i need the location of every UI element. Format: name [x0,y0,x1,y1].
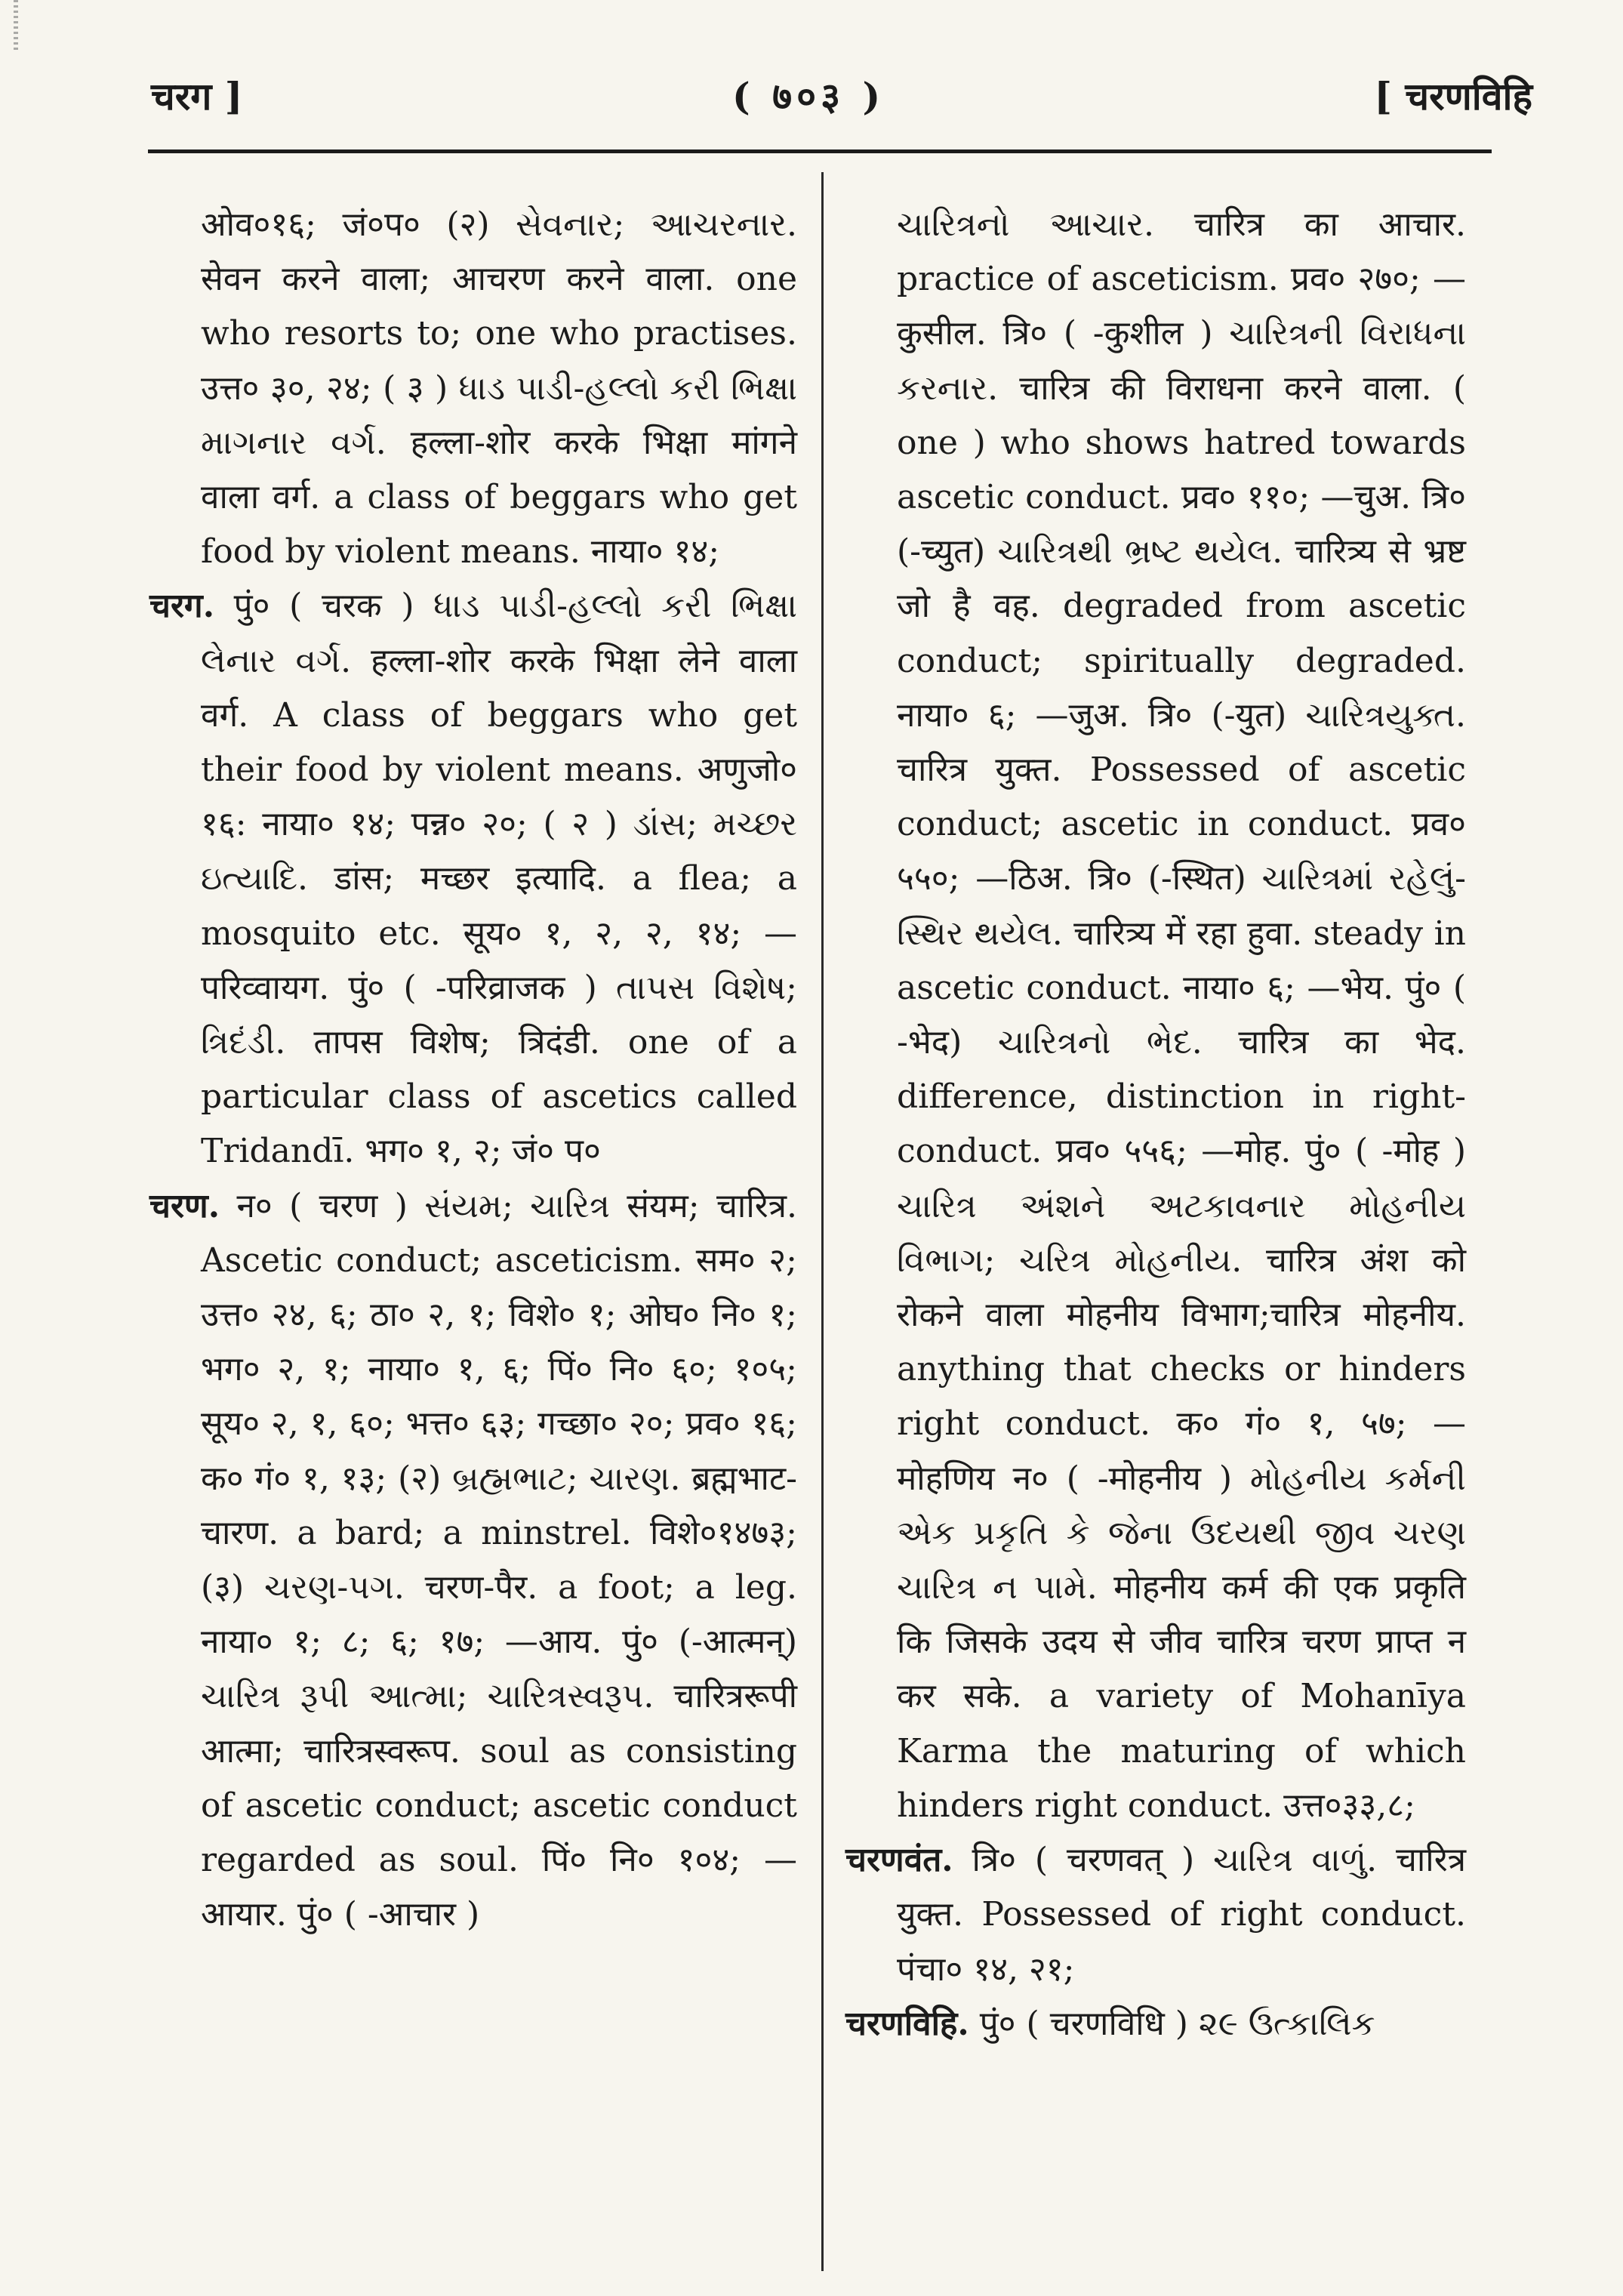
headword: चरग. [149,587,215,626]
page-header [151,69,1532,130]
header-rule [148,149,1492,153]
dictionary-entry: चरण. न० ( चरण ) સંયમ; ચારિત્ર संयम; चारित्र. Ascetic conduct; asceticism. सम० २; उत्त० २४, ६; ठा० २, १; विशे० १; ओघ० नि० १; भग० २, १; नाया० १, ६; पिं० नि० ६०; १०५; सूय० २, १, ६०; भत्त० ६३; गच्छा० २०; प्रव० १६; क० गं० १, १३; (२) બ્રહ્મભાટ; ચારણ. ब्रह्मभाट-चारण. a bard; a minstrel. विशे०१४७३; (३) ચરણ-પગ. चरण-पैर. a foot; a leg. नाया० १; ८; ६; १७; —आय. पुं० (-आत्मन्) ચારિત્ર રૂપી આત્મા; ચારિત્રસ્વરૂપ. चारित्ररूपी आत्मा; चारित्रस्वरूप. soul as consisting of ascetic conduct; ascetic conduct regarded as soul. पिं० नि० १०४; —आयार. पुं० ( -आचार ) [149,1186,797,1934]
headword: चरणवंत. [845,1841,953,1880]
header-left-guideword: चरग ] [151,74,243,119]
headword: चरण. [149,1186,220,1225]
continued-entry: ચારિત્રનો આચાર. चारित्र का आचार. practice of asceticism. प्रव० २७०; —कुसील. त्रि० ( -कुशील ) ચારિત્રની વિરાધના કરનાર. चारित्र की विराधना करने वाला. ( one ) who shows hatred towards ascetic conduct. प्रव० ११०; —चुअ. त्रि० (-च्युत) ચારિત્રથી ભ્રષ્ટ થયેલ. चारित्र्य से भ्रष्ट जो है वह. degraded from ascetic conduct; spiritually degraded. नाया० ६; —जुअ. त्रि० (-युत) ચારિત્રયુક્ત. चारित्र युक्त. Possessed of ascetic conduct; ascetic in conduct. प्रव० ५५०; —ठिअ. त्रि० (-स्थित) ચારિત્રમાં રહેલું-સ્થિર થયેલ. चारित्र्य में रहा हुवा. steady in ascetic conduct. नाया० ६; —भेय. पुं० ( -भेद) ચારિત્રનો ભેદ. चारित्र का भेद. difference, distinction in right-conduct. प्रव० ५५६; —मोह. पुं० ( -मोह ) ચારિત્ર અંશને અટકાવનાર મોહનીય વિભાગ; ચરિત્ર મોહનીય. चारित्र अंश को रोकने वाला मोहनीय विभाग;चारित्र मोहनीय. anything that checks or hinders right conduct. क० गं० १, ५७; —मोहणिय न० ( -मोहनीय ) મોહનીય કર્મની એક પ્રકૃતિ કે જેના ઉદયથી જીવ ચરણ ચારિત્ર ન પામે. मोहनीय कर्म की एक प्रकृति कि जिसके उदय से जीव चारित्र चरण प्राप्त न कर सके. a variety of Mohanīya Karma the maturing of which hinders right conduct. उत्त०३३,८; [897,205,1466,1825]
page-number: ( ७०३ ) [732,74,885,119]
right-column [845,198,1466,2051]
continued-entry: ओव०१६; जं०प० (२) સેવનાર; આચરનાર. सेवन करने वाला; आचरण करने वाला. one who resorts to; one who practises. उत्त० ३०, २४; ( ३ ) ધાડ પાડી-હલ્લો કરી ભિક્ષા માગનાર વર્ગ. हल्ला-शोर करके भिक्षा मांगने वाला वर्ग. a class of beggars who get food by violent means. नाया० १४; [201,205,797,572]
headword: चरणविहि. [845,2004,969,2043]
left-column [149,198,797,1943]
dictionary-entry: चरणवंत. त्रि० ( चरणवत् ) ચારિત્ર વાળું. चारित्र युक्त. Possessed of right conduct. पंचा० १४, २१; [845,1841,1466,1989]
header-right-guideword: [ चरणविहि [1374,74,1532,119]
dictionary-entry: चरणविहि. पुं० ( चरणविधि ) ૨૯ ઉત્કાલિક [845,2004,1375,2043]
column-divider [821,172,824,2271]
dictionary-entry: चरग. पुं० ( चरक ) ધાડ પાડી-હલ્લો કરી ભિક્ષા લેનાર વર્ગ. हल्ला-शोर करके भिक्षा लेने वाला वर्ग. A class of beggars who get their food by violent means. अणुजो० १६: नाया० १४; पन्न० २०; ( २ ) ડાંસ; મચ્છર ઇત્યાદિ. डांस; मच्छर इत्यादि. a flea; a mosquito etc. सूय० १, २, २, १४; —परिव्वायग. पुं० ( -परिव्राजक ) તાપસ વિશેષ; ત્રિદંડી. तापस विशेष; त्रिदंडी. one of a particular class of ascetics called Tridandī. भग० १, २; जं० प० [149,587,797,1171]
scan-edge-mark [14,0,18,53]
